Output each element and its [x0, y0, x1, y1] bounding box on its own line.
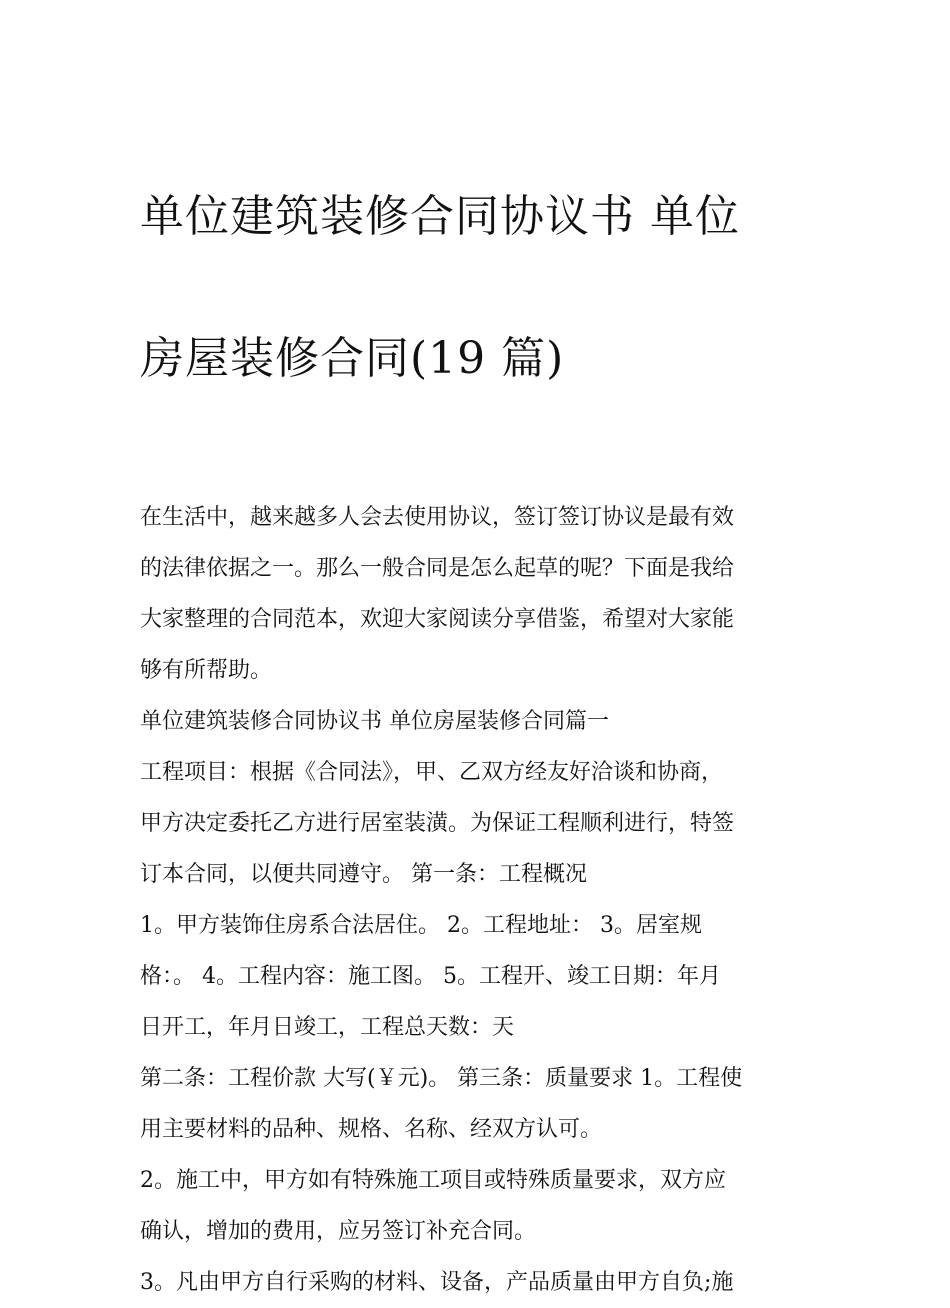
text-line: 甲方决定委托乙方进行居室装潢。为保证工程顺利进行，特签: [140, 811, 735, 836]
text-line: 用主要材料的品种、规格、名称、经双方认可。: [140, 1117, 603, 1142]
paragraph-project: [140, 747, 820, 900]
document-title: [140, 110, 820, 465]
paragraph-price-quality: [140, 1053, 820, 1155]
section-heading: [140, 696, 820, 747]
paragraph-intro: [140, 492, 820, 696]
document-body: [140, 492, 820, 1308]
text-line: 的法律依据之一。那么一般合同是怎么起草的呢？下面是我给: [140, 556, 735, 581]
paragraph-overview: [140, 900, 820, 1053]
text-line: 2。施工中，甲方如有特殊施工项目或特殊质量要求，双方应: [140, 1168, 726, 1193]
title-line: 单位建筑装修合同协议书 单位: [140, 191, 740, 242]
paragraph-item-2: [140, 1155, 820, 1257]
paragraph-item-3: [140, 1257, 820, 1308]
text-line: 单位建筑装修合同协议书 单位房屋装修合同篇一: [140, 709, 609, 734]
text-line: 大家整理的合同范本，欢迎大家阅读分享借鉴，希望对大家能: [140, 607, 735, 632]
text-line: 订本合同，以便共同遵守。 第一条：工程概况: [140, 862, 587, 887]
document-page: [140, 110, 820, 1308]
text-line: 在生活中，越来越多人会去使用协议，签订签订协议是最有效: [140, 505, 735, 530]
text-line: 第二条：工程价款 大写(￥元)。 第三条：质量要求 1。工程使: [140, 1066, 743, 1091]
text-line: 确认，增加的费用，应另签订补充合同。: [140, 1219, 537, 1244]
text-line: 日开工，年月日竣工，工程总天数：天: [140, 1015, 515, 1040]
text-line: 1。甲方装饰住房系合法居住。 2。工程地址： 3。居室规: [140, 913, 702, 938]
text-line: 3。凡由甲方自行采购的材料、设备，产品质量由甲方自负;施: [140, 1270, 734, 1295]
text-line: 工程项目：根据《合同法》，甲、乙双方经友好洽谈和协商，: [140, 760, 724, 785]
text-line: 格：。 4。工程内容：施工图。 5。工程开、竣工日期：年月: [140, 964, 721, 989]
text-line: 够有所帮助。: [140, 658, 273, 683]
title-line: 房屋装修合同(19 篇): [140, 333, 565, 384]
